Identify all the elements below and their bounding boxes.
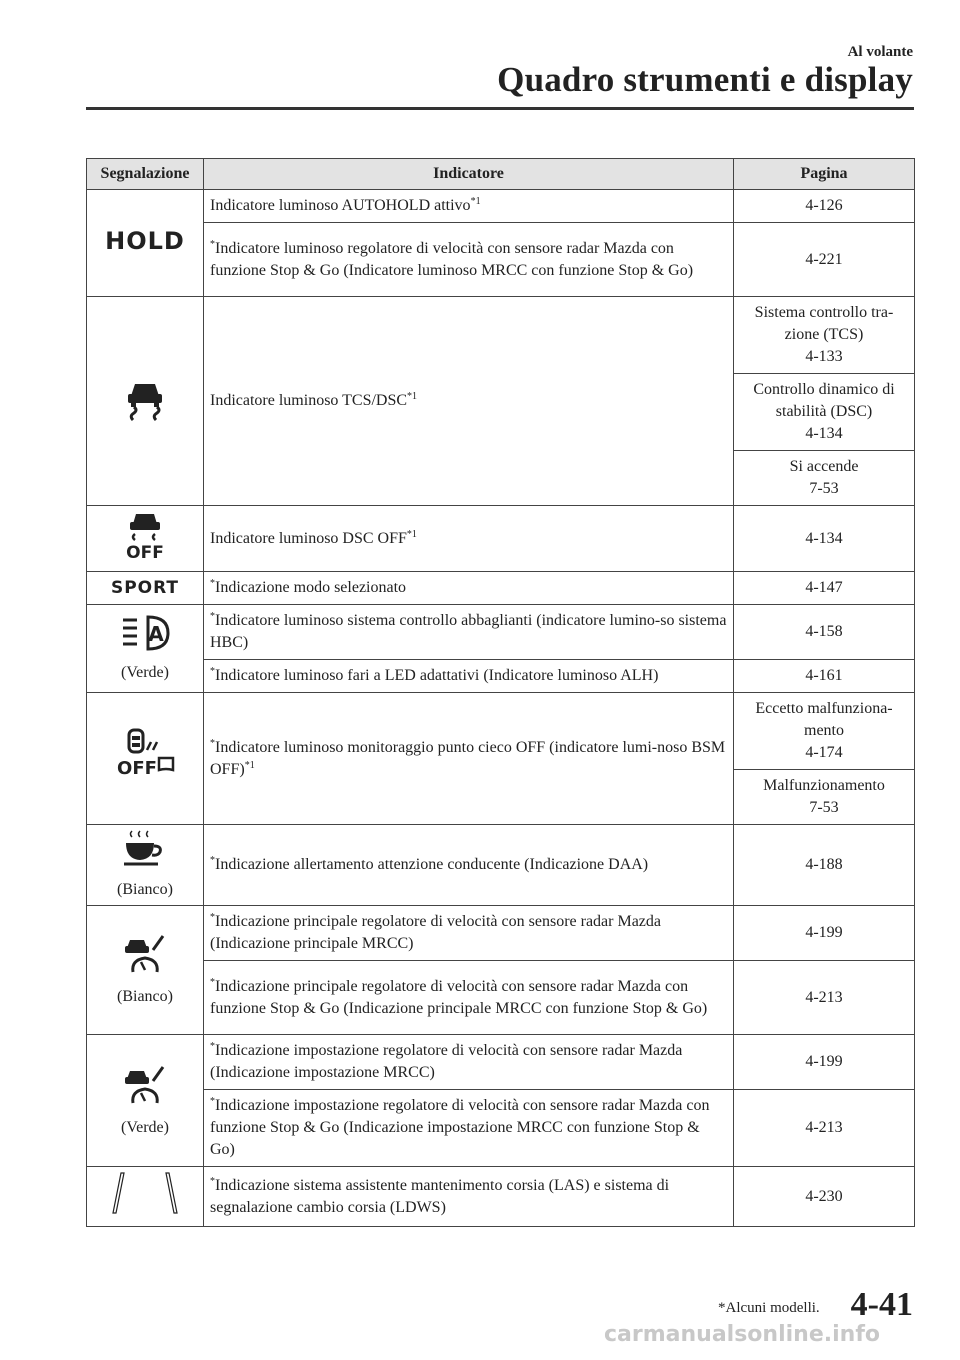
table-row: *Indicatore luminoso fari a LED adattativi (Indicatore luminoso ALH) 4-161 — [87, 660, 915, 693]
mrcc-main-icon — [123, 932, 167, 976]
color-note: (Verde) — [121, 663, 169, 681]
tcs-dsc-icon — [87, 297, 204, 506]
svg-text:OFF: OFF — [126, 543, 164, 560]
lane-lines-icon — [105, 1171, 185, 1215]
footnote: *Alcuni modelli. — [718, 1300, 820, 1316]
table-row: HOLD Indicatore luminoso AUTOHOLD attivo$^{*1}$ 4-126 — [87, 190, 915, 223]
table-row: (Verde) *Indicazione impostazione regolatore di velocità con sensore radar Mazda (Indicazione impostazione MRCC) 4-199 — [87, 1035, 915, 1090]
watermark: carmanualsonline.info — [604, 1322, 880, 1347]
table-row: *Indicazione sistema assistente mantenimento corsia (LAS) e sistema di segnalazione cambio corsia (LDWS) 4-230 — [87, 1167, 915, 1227]
indicator-table — [86, 158, 915, 1227]
table-row: Malfunzionamento 7-53 — [87, 770, 915, 825]
sport-icon: SPORT — [87, 572, 204, 605]
svg-text:A: A — [148, 621, 164, 646]
table-row: (Bianco) *Indicazione allertamento attenzione conducente (Indicazione DAA) 4-188 — [87, 825, 915, 906]
table-row: *Indicazione principale regolatore di velocità con sensore radar Mazda con funzione Stop & Go (Indicazione principale MRCC con funzione Stop & Go) 4-213 — [87, 961, 915, 1035]
bsm-off-icon — [87, 693, 204, 825]
table-row: A (Verde) *Indicatore luminoso sistema controllo abbaglianti (indicatore lumino-so sistema HBC) 4-158 — [87, 605, 915, 660]
table-row: OFF Indicatore luminoso DSC OFF$^{*1}$ 4-134 — [87, 506, 915, 572]
table-row: *Indicazione impostazione regolatore di velocità con sensore radar Mazda con funzione Stop & Go (Indicazione impostazione MRCC con funzione Stop & Go) 4-213 — [87, 1090, 915, 1167]
color-note: (Verde) — [121, 1118, 169, 1136]
table-row: (Bianco) *Indicazione principale regolatore di velocità con sensore radar Mazda (Indicazione principale MRCC) 4-199 — [87, 906, 915, 961]
svg-text:OFF: OFF — [117, 758, 157, 779]
table-row: SPORT *Indicazione modo selezionato 4-147 — [87, 572, 915, 605]
page-title: Quadro strumenti e display — [497, 60, 913, 99]
color-note: (Bianco) — [117, 881, 173, 898]
table-row: *Indicatore luminoso regolatore di velocità con sensore radar Mazda con funzione Stop & Go (Indicatore luminoso MRCC con funzione Stop & Go) 4-221 — [87, 223, 915, 297]
col-pagina: Pagina — [734, 159, 915, 190]
coffee-cup-icon — [122, 829, 168, 869]
table-row: Controllo dinamico di stabilità (DSC) 4-134 — [87, 374, 915, 451]
section-label: Al volante — [847, 44, 913, 60]
dsc-off-icon — [87, 506, 204, 572]
mrcc-set-icon — [123, 1063, 167, 1107]
table-row: Indicatore luminoso TCS/DSC$^{*1}$ Sistema controllo tra-zione (TCS) 4-133 — [87, 297, 915, 374]
table-row: OFF *Indicatore luminoso monitoraggio punto cieco OFF (indicatore lumi-noso BSM OFF)$^{*1}$ Eccetto malfunziona-mento 4-174 — [87, 693, 915, 770]
hold-icon: HOLD — [87, 190, 204, 297]
table-header-row — [87, 159, 915, 190]
table-row: Si accende 7-53 — [87, 451, 915, 506]
col-indicatore: Indicatore — [204, 159, 734, 190]
hbc-icon — [120, 614, 170, 652]
color-note: (Bianco) — [117, 988, 173, 1005]
header-rule — [86, 107, 914, 110]
page-number: 4-41 — [850, 1286, 913, 1323]
col-segnalazione: Segnalazione — [87, 159, 204, 190]
